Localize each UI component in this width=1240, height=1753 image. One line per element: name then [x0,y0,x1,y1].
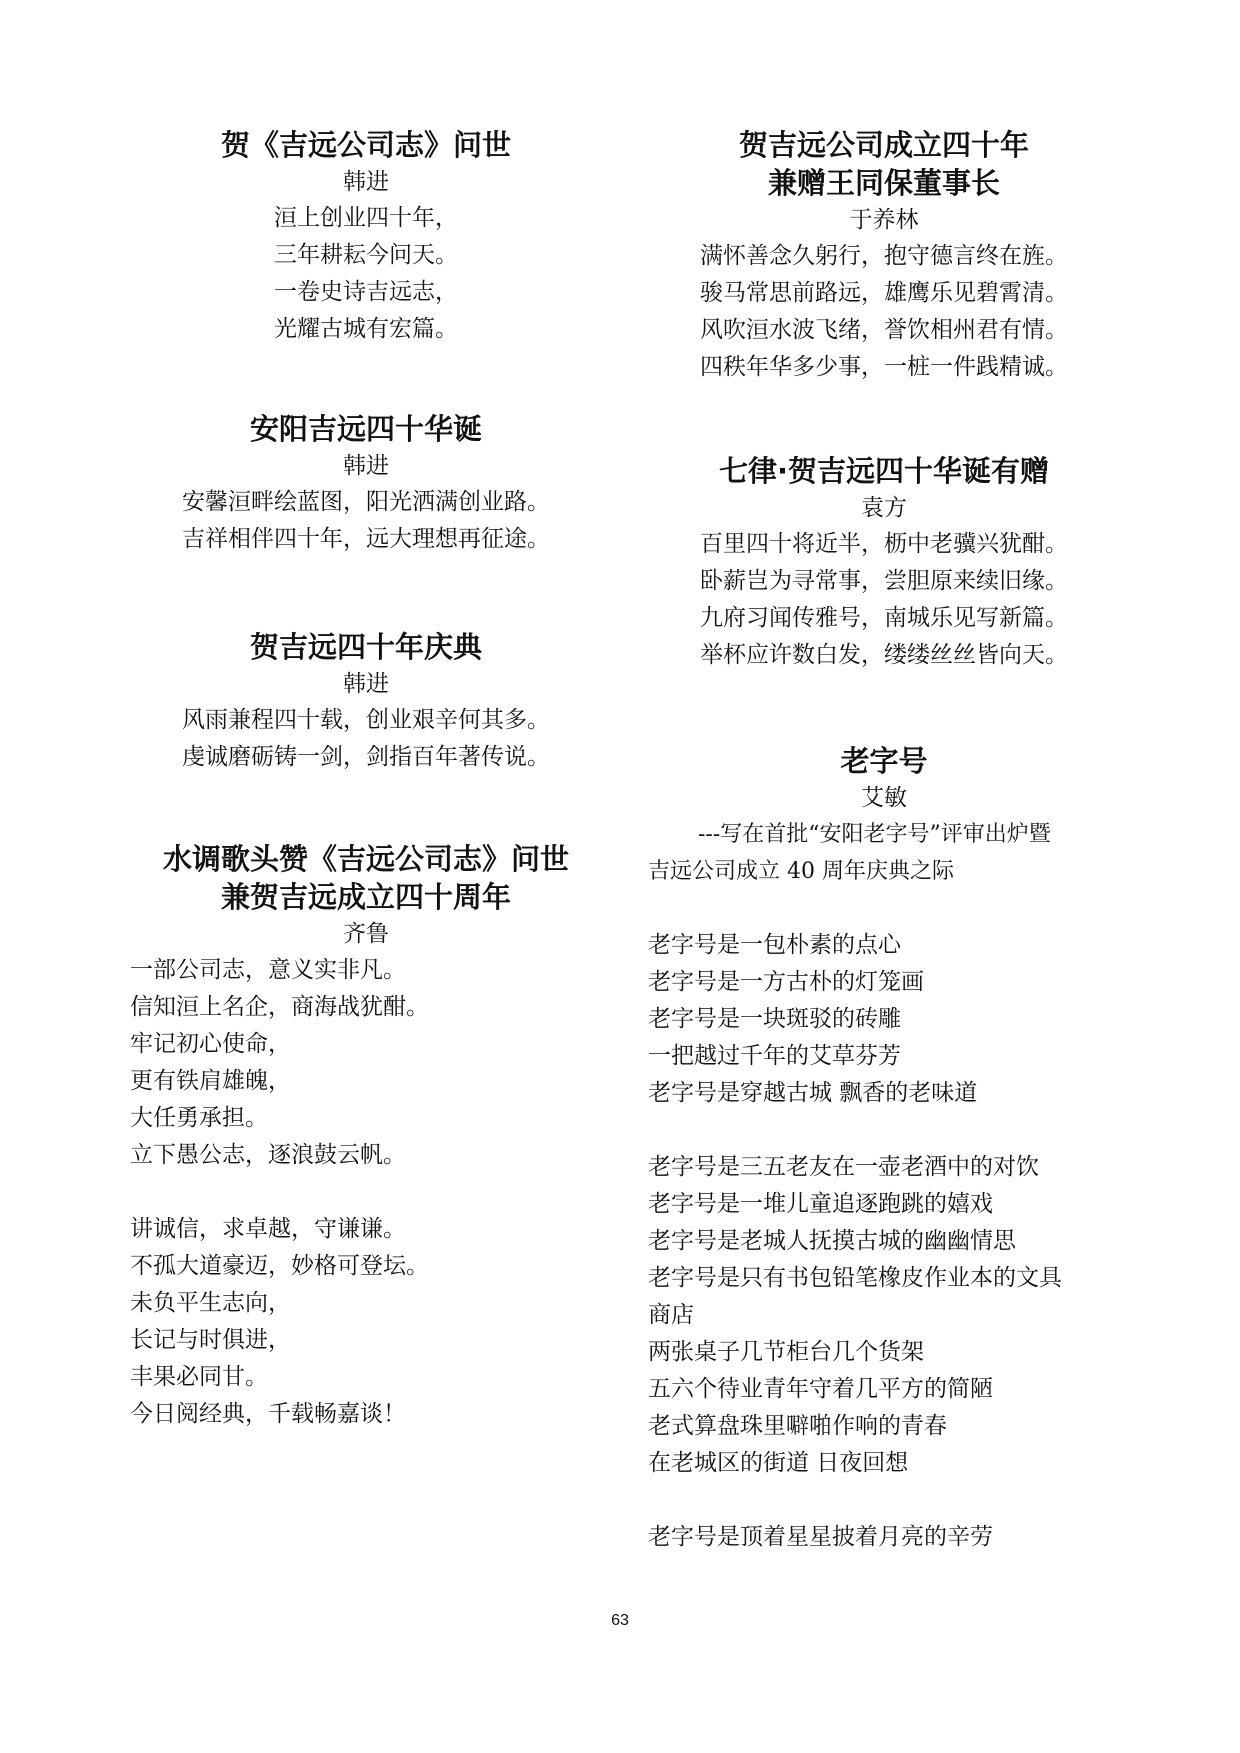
right-column [648,126,1120,1556]
poem-line: 今日阅经典，千载畅嘉谈！ [130,1401,406,1427]
poem-author: 韩进 [343,169,389,195]
poem-jiyuan-qingdian [130,628,602,776]
poem-line: 讲诚信，求卓越，守谦谦。 [130,1216,406,1242]
poem-line: 一把越过千年的艾草芬芳 [648,1043,901,1069]
poem-qilv [648,452,1120,674]
poem-line: 五六个待业青年守着几平方的简陋 [648,1376,993,1402]
poem-body [130,484,602,558]
poem-line: 老字号是穿越古城 飘香的老味道 [648,1080,978,1106]
poem-author: 韩进 [343,453,389,479]
poem-line: 风吹洹水波飞绪，誉饮相州君有情。 [700,317,1068,343]
poem-title: 贺吉远四十年庆典 [249,630,482,664]
poem-line: 卧薪岂为寻常事，尝胆原来续旧缘。 [700,568,1068,594]
poem-title: 水调歌头赞《吉远公司志》问世 [162,842,569,876]
poem-line: 骏马常思前路远，雄鹰乐见碧霄清。 [700,280,1068,306]
poem-laozihao [648,742,1120,1556]
poem-line: 老字号是一堆儿童追逐跑跳的嬉戏 [648,1191,993,1217]
poem-line: 虔诚磨砺铸一剑，剑指百年著传说。 [182,744,550,770]
poem-subtitle-line-2: 吉远公司成立 40 周年庆典之际 [648,859,954,884]
poem-line: 老字号是一块斑驳的砖雕 [648,1006,901,1032]
poem-title: 安阳吉远四十华诞 [249,412,482,446]
poem-author: 袁方 [861,495,907,521]
poem-he-jiyuan-sishinian [648,126,1120,386]
poem-line: 长记与时俱进， [130,1327,291,1353]
poem-line: 商店 [648,1302,694,1328]
poem-line: 老字号是只有书包铅笔橡皮作业本的文具 [648,1265,1062,1291]
poem-line: 百里四十将近半，枥中老骥兴犹酣。 [700,531,1068,557]
stanza-break [130,1174,602,1211]
poem-body [130,200,602,348]
poem-shuidiao-getou [130,840,602,1433]
poem-line: 吉祥相伴四十年，远大理想再征途。 [182,526,550,552]
poem-body [648,890,1120,1556]
poem-line: 两张桌子几节柜台几个货架 [648,1339,924,1365]
poem-body [648,238,1120,386]
poem-line: 老式算盘珠里噼啪作响的青春 [648,1413,947,1439]
stanza-break [648,1112,1120,1149]
poem-line: 老字号是老城人抚摸古城的幽幽情思 [648,1228,1016,1254]
poem-body [648,526,1120,674]
poem-line: 三年耕耘今问天。 [274,242,458,268]
left-column [130,126,602,1433]
poem-line: 光耀古城有宏篇。 [274,316,458,342]
poem-author: 于养林 [849,207,919,233]
poem-line: 一卷史诗吉远志， [274,279,458,305]
poem-title: 老字号 [840,744,928,778]
poem-line: 一部公司志，意义实非凡。 [130,957,406,983]
poem-line: 丰果必同甘。 [130,1364,268,1390]
poem-title: 贺《吉远公司志》问世 [220,128,511,162]
poem-author: 齐鲁 [343,921,389,947]
poem-line: 四秩年华多少事，一桩一件践精诚。 [700,354,1068,380]
poem-line: 满怀善念久躬行，抱守德言终在旌。 [700,243,1068,269]
poem-line: 老字号是一方古朴的灯笼画 [648,969,924,995]
poem-body [130,702,602,776]
poem-line: 举杯应许数白发，缕缕丝丝皆向天。 [700,642,1068,668]
poem-author: 艾敏 [861,785,907,811]
stanza-break [648,1482,1120,1519]
poem-title: 贺吉远公司成立四十年 [738,128,1029,162]
poem-line: 信知洹上名企，商海战犹酣。 [130,994,429,1020]
poem-author: 韩进 [343,671,389,697]
poem-he-jiyuan-gongsizhi [130,126,602,348]
poem-line: 牢记初心使命， [130,1031,291,1057]
poem-line: 在老城区的街道 日夜回想 [648,1450,909,1476]
poem-body [130,952,602,1433]
poem-line: 九府习闻传雅号，南城乐见写新篇。 [700,605,1068,631]
poem-line: 大任勇承担。 [130,1105,268,1131]
stanza-break [648,890,1120,927]
poem-line: 洹上创业四十年， [274,205,458,231]
poem-line: 老字号是一包朴素的点心 [648,932,901,958]
poem-line: 安馨洹畔绘蓝图，阳光洒满创业路。 [182,489,550,515]
page-number: 63 [611,1612,629,1629]
poem-subtitle: ---写在首批“安阳老字号”评审出炉暨 [698,822,1051,847]
poem-line: 不孤大道豪迈，妙格可登坛。 [130,1253,429,1279]
poem-line: 未负平生志向， [130,1290,291,1316]
poem-line: 老字号是三五老友在一壶老酒中的对饮 [648,1154,1039,1180]
poem-title: 七律·贺吉远四十华诞有赠 [718,454,1050,488]
poem-title-line-2: 兼贺吉远成立四十周年 [220,880,511,914]
poem-line: 更有铁肩雄魄， [130,1068,291,1094]
poem-line: 老字号是顶着星星披着月亮的辛劳 [648,1524,993,1550]
poem-line: 风雨兼程四十载，创业艰辛何其多。 [182,707,550,733]
poem-anyang-jiyuan [130,410,602,558]
poem-line: 立下愚公志，逐浪鼓云帆。 [130,1142,406,1168]
poem-title-line-2: 兼赠王同保董事长 [767,166,1000,200]
